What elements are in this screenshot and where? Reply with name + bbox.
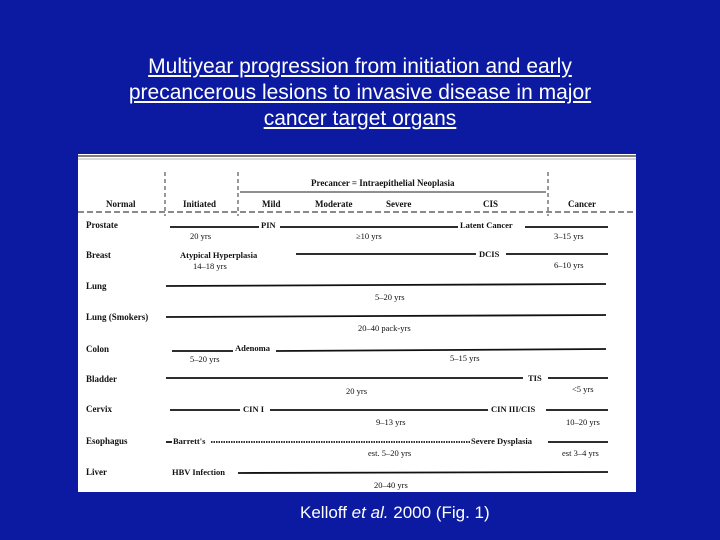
stage-label: Latent Cancer: [460, 220, 513, 230]
duration-label: 14–18 yrs: [193, 261, 227, 271]
duration-label: 5–15 yrs: [450, 353, 480, 363]
organ-label: Bladder: [86, 374, 118, 384]
stage-label: TIS: [528, 373, 542, 383]
banner-label: Precancer = Intraepithelial Neoplasia: [311, 178, 455, 188]
row-prostate: [86, 220, 608, 241]
duration-label: 20 yrs: [190, 231, 212, 241]
duration-label: 5–20 yrs: [375, 292, 405, 302]
row-cervix: [86, 404, 608, 427]
progression-figure: [78, 154, 636, 492]
progression-diagram: [78, 154, 636, 492]
row-bladder: [86, 373, 608, 396]
duration-label: <5 yrs: [572, 384, 594, 394]
row-lung: [86, 281, 606, 302]
stage-label: PIN: [261, 220, 276, 230]
stage-normal: Normal: [106, 199, 136, 209]
duration-label: est 3–4 yrs: [562, 448, 599, 458]
organ-label: Esophagus: [86, 436, 128, 446]
caption-author: Kelloff: [300, 503, 352, 522]
slide-title: [60, 54, 660, 132]
duration-label: 20–40 pack-yrs: [358, 323, 411, 333]
stage-label: HBV Infection: [172, 467, 225, 477]
citation-caption: [300, 503, 600, 523]
row-breast: [86, 249, 608, 271]
stage-label: Atypical Hyperplasia: [180, 250, 258, 260]
duration-label: 6–10 yrs: [554, 260, 584, 270]
organ-label: Lung: [86, 281, 107, 291]
stage-mild: Mild: [262, 199, 281, 209]
organ-label: Colon: [86, 344, 110, 354]
row-esophagus: [86, 436, 608, 458]
duration-label: 9–13 yrs: [376, 417, 406, 427]
organ-label: Breast: [86, 250, 111, 260]
title-line-2: precancerous lesions to invasive disease in major: [128, 81, 592, 104]
row-lung-smokers: [86, 312, 606, 333]
organ-label: Lung (Smokers): [86, 312, 149, 322]
stage-label: CIN I: [243, 404, 265, 414]
title-line-1: Multiyear progression from initiation and early: [148, 55, 572, 78]
caption-etal: et al.: [351, 503, 389, 522]
organ-label: Prostate: [86, 220, 118, 230]
duration-label: 10–20 yrs: [566, 417, 600, 427]
duration-label: 20–40 yrs: [374, 480, 408, 490]
stage-cis: CIS: [483, 199, 499, 209]
stage-initiated: Initiated: [183, 199, 217, 209]
duration-label: 5–20 yrs: [190, 354, 220, 364]
organ-label: Liver: [86, 467, 107, 477]
stage-label: DCIS: [479, 249, 500, 259]
stage-label: Barrett's: [173, 436, 206, 446]
organ-label: Cervix: [86, 404, 112, 414]
stage-cancer: Cancer: [568, 199, 596, 209]
stage-label: CIN III/CIS: [491, 404, 536, 414]
row-colon: [86, 343, 606, 364]
stage-severe: Severe: [386, 199, 412, 209]
caption-rest: 2000 (Fig. 1): [388, 503, 490, 522]
title-line-3: cancer target organs: [263, 107, 457, 130]
duration-label: 20 yrs: [346, 386, 368, 396]
stage-label: Adenoma: [235, 343, 270, 353]
stage-label: Severe Dysplasia: [471, 436, 532, 446]
duration-label: ≥10 yrs: [356, 231, 382, 241]
stage-moderate: Moderate: [315, 199, 353, 209]
duration-label: est. 5–20 yrs: [368, 448, 412, 458]
row-liver: [86, 467, 608, 490]
duration-label: 3–15 yrs: [554, 231, 584, 241]
